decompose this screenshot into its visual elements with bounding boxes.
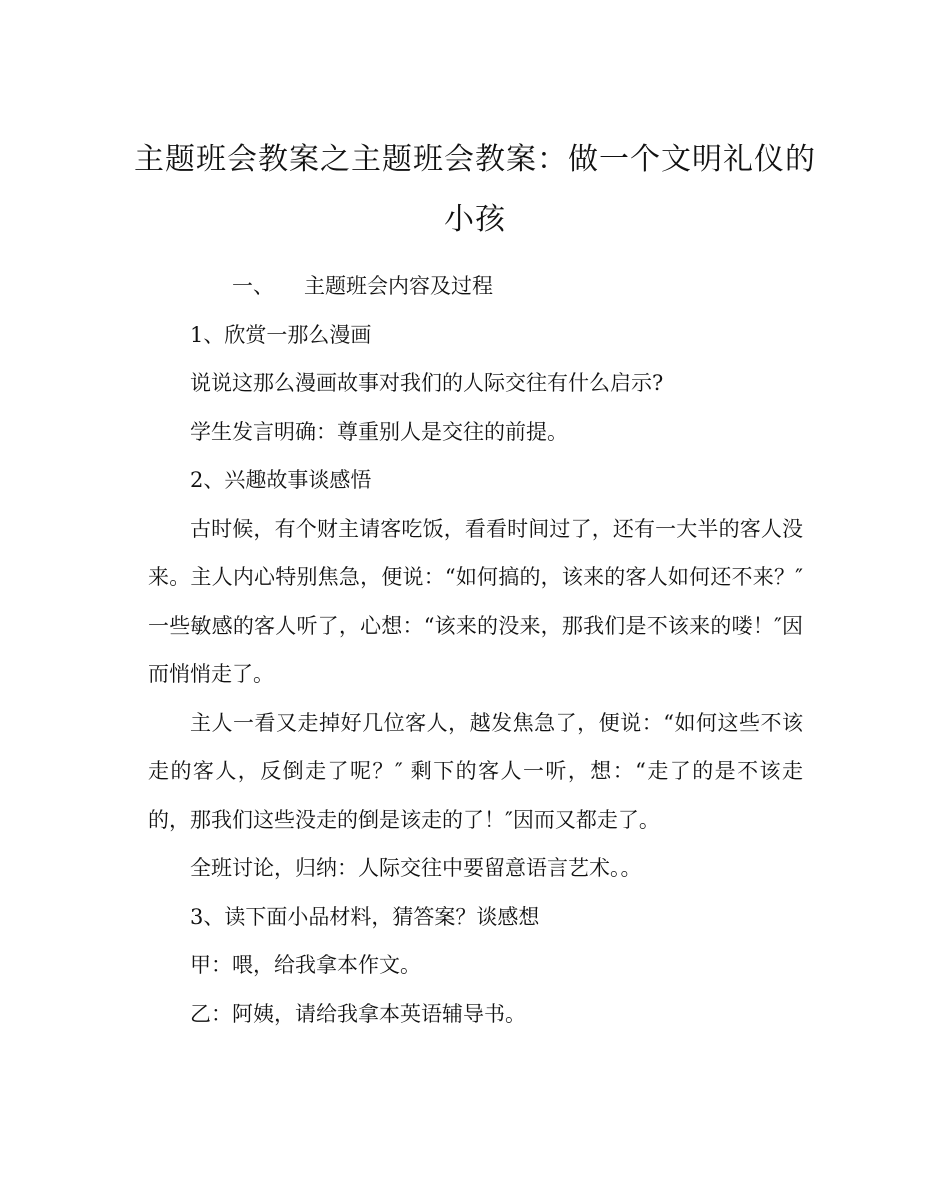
paragraph: 说说这那么漫画故事对我们的人际交往有什么启示?	[190, 371, 664, 395]
paragraph: 3、读下面小品材料，猜答案？谈感想	[190, 904, 540, 929]
section-heading-number: 一、	[232, 274, 274, 298]
page-title: 主题班会教案之主题班会教案：做一个文明礼仪的小孩	[134, 142, 816, 237]
paragraph: 主人一看又走掉好几位客人，越发焦急了，便说：“如何这些不该走的客人，反倒走了呢？″ 剩下的客人一听，想：“走了的是不该走的，那我们这些没走的倒是该走的了！″因而又都走了。	[148, 710, 803, 832]
document-body	[148, 262, 803, 1038]
paragraph: 1、欣赏一那么漫画	[190, 322, 372, 347]
paragraph: 古时候，有个财主请客吃饭，看看时间过了，还有一大半的客人没来。主人内心特别焦急，便说：“如何搞的，该来的客人如何还不来？″一些敏感的客人听了，心想：“该来的没来，那我们是不该来的喽！″因而悄悄走了。	[148, 516, 803, 686]
paragraph: 乙：阿姨，请给我拿本英语辅导书。	[190, 1001, 526, 1026]
paragraph: 2、兴趣故事谈感悟	[190, 468, 372, 492]
paragraph: 学生发言明确：尊重别人是交往的前提。	[190, 419, 568, 444]
section-heading-text: 主题班会内容及过程	[304, 274, 493, 298]
paragraph: 甲：喂，给我拿本作文。	[190, 953, 421, 977]
paragraph: 全班讨论，归纳：人际交往中要留意语言艺术。。	[190, 856, 642, 880]
section-heading	[148, 262, 803, 311]
